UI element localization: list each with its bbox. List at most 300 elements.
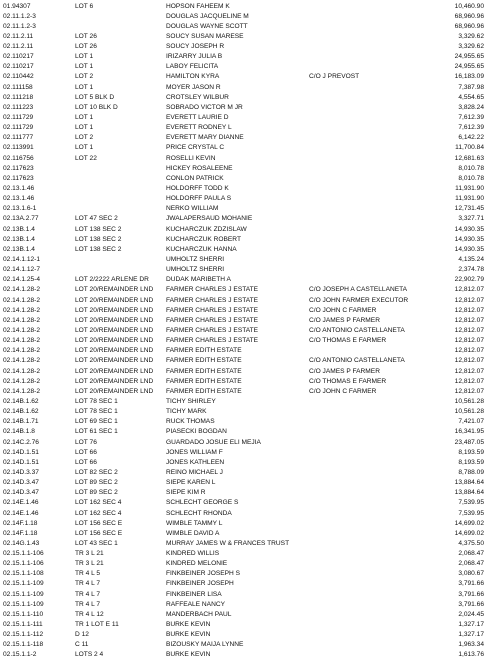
lot-description-cell: LOT 1 bbox=[75, 124, 94, 132]
table-row bbox=[0, 52, 488, 62]
amount-cell: 16,183.09 bbox=[454, 73, 484, 81]
parcel-id-cell: 02.15.1.1-110 bbox=[3, 610, 44, 618]
owner-name-cell: MURRAY JAMES W & FRANCES TRUST bbox=[166, 539, 290, 547]
lot-description-cell: LOT 2/2222 ARLENE DR bbox=[75, 276, 149, 284]
table-row bbox=[0, 194, 488, 204]
lot-description-cell: LOT 20/REMAINDER LND bbox=[75, 377, 154, 385]
parcel-id-cell: 02.15.1.1-106 bbox=[3, 550, 44, 558]
lot-description-cell: TR 3 L 21 bbox=[75, 550, 104, 558]
parcel-id-cell: 02.116756 bbox=[3, 154, 34, 162]
table-row bbox=[0, 123, 488, 133]
parcel-id-cell: 02.14D.3.47 bbox=[3, 489, 39, 497]
lot-description-cell: LOT 20/REMAINDER LND bbox=[75, 387, 154, 395]
amount-cell: 68,960.96 bbox=[454, 12, 484, 20]
owner-name-cell: BIZOUSKY MAIJA LYNNE bbox=[166, 641, 244, 649]
owner-name-cell: CROTSLEY WILBUR bbox=[166, 93, 229, 101]
owner-name-cell: WIMBLE TAMMY L bbox=[166, 519, 223, 527]
lot-description-cell: LOT 138 SEC 2 bbox=[75, 225, 122, 233]
table-row bbox=[0, 42, 488, 52]
table-row bbox=[0, 630, 488, 640]
parcel-id-cell: 02.14.1.28-2 bbox=[3, 306, 41, 314]
amount-cell: 12,812.07 bbox=[454, 326, 484, 334]
lot-description-cell: TR 4 L 7 bbox=[75, 600, 101, 608]
amount-cell: 24,955.65 bbox=[454, 53, 484, 61]
owner-name-cell: FARMER CHARLES J ESTATE bbox=[166, 296, 259, 304]
amount-cell: 10,561.28 bbox=[454, 397, 484, 405]
lot-description-cell: LOT 20/REMAINDER LND bbox=[75, 357, 154, 365]
owner-name-cell: LABOY FELICITA bbox=[166, 63, 219, 71]
owner-name-cell: JONES WILLIAM F bbox=[166, 448, 223, 456]
owner-name-cell: RAFFEALE NANCY bbox=[166, 600, 225, 608]
owner-name-cell: NERKO WILLIAM bbox=[166, 205, 219, 213]
amount-cell: 1,963.34 bbox=[458, 641, 484, 649]
amount-cell: 11,700.84 bbox=[455, 144, 484, 152]
lot-description-cell: LOT 20/REMAINDER LND bbox=[75, 286, 154, 294]
parcel-id-cell: 02.111729 bbox=[3, 124, 34, 132]
owner-name-cell: BURKE KEVIN bbox=[166, 621, 211, 629]
owner-name-cell: FARMER EDITH ESTATE bbox=[166, 347, 242, 355]
owner-name-cell: KINDRED MELONIE bbox=[166, 560, 228, 568]
lot-description-cell: LOT 22 bbox=[75, 154, 97, 162]
table-row bbox=[0, 154, 488, 164]
amount-cell: 13,884.64 bbox=[454, 489, 484, 497]
owner-name-cell: KUCHARCZUK HANNA bbox=[166, 245, 237, 253]
table-row bbox=[0, 103, 488, 113]
parcel-id-cell: 02.14.1.28-2 bbox=[3, 337, 41, 345]
lot-description-cell: LOT 82 SEC 2 bbox=[75, 468, 118, 476]
owner-name-cell: FARMER CHARLES J ESTATE bbox=[166, 337, 259, 345]
parcel-id-cell: 02.14.1.28-2 bbox=[3, 377, 41, 385]
lot-description-cell: LOT 138 SEC 2 bbox=[75, 235, 122, 243]
amount-cell: 7,612.39 bbox=[458, 124, 484, 132]
parcel-id-cell: 02.111218 bbox=[3, 93, 34, 101]
table-row bbox=[0, 326, 488, 336]
lot-description-cell: LOT 76 bbox=[75, 438, 97, 446]
table-row bbox=[0, 346, 488, 356]
table-row bbox=[0, 427, 488, 437]
table-row bbox=[0, 22, 488, 32]
table-row bbox=[0, 306, 488, 316]
table-row bbox=[0, 539, 488, 549]
amount-cell: 12,812.07 bbox=[454, 337, 484, 345]
lot-description-cell: LOT 156 SEC E bbox=[75, 529, 123, 537]
amount-cell: 3,828.24 bbox=[458, 103, 484, 111]
amount-cell: 11,931.90 bbox=[455, 195, 484, 203]
amount-cell: 7,612.39 bbox=[458, 114, 484, 122]
lot-description-cell: LOT 20/REMAINDER LND bbox=[75, 316, 154, 324]
table-row bbox=[0, 113, 488, 123]
care-of-cell: C/O J PREVOST bbox=[309, 73, 360, 81]
owner-name-cell: FINKBEINER JOSEPH S bbox=[166, 570, 241, 578]
lot-description-cell: LOT 78 SEC 1 bbox=[75, 408, 118, 416]
lot-description-cell: TR 1 LOT E 11 bbox=[75, 621, 119, 629]
parcel-id-cell: 02.15.1.1-2 bbox=[3, 651, 37, 659]
amount-cell: 7,387.98 bbox=[458, 83, 484, 91]
owner-name-cell: BURKE KEVIN bbox=[166, 631, 211, 639]
owner-name-cell: BURKE KEVIN bbox=[166, 651, 211, 659]
amount-cell: 3,329.62 bbox=[458, 43, 484, 51]
owner-name-cell: WIMBLE DAVID A bbox=[166, 529, 220, 537]
lot-description-cell: LOT 162 SEC 4 bbox=[75, 499, 122, 507]
table-row bbox=[0, 12, 488, 22]
amount-cell: 2,374.78 bbox=[458, 266, 484, 274]
owner-name-cell: SOUCY JOSEPH R bbox=[166, 43, 225, 51]
amount-cell: 3,080.67 bbox=[458, 570, 484, 578]
lot-description-cell: LOT 6 bbox=[75, 2, 94, 10]
lot-description-cell: LOT 156 SEC E bbox=[75, 519, 123, 527]
table-row bbox=[0, 498, 488, 508]
care-of-cell: C/O ANTONIO CASTELLANETA bbox=[309, 326, 405, 334]
amount-cell: 4,375.50 bbox=[458, 539, 484, 547]
owner-name-cell: SCHLECHT GEORGE S bbox=[166, 499, 239, 507]
owner-name-cell: SOBRADO VICTOR M JR bbox=[166, 103, 243, 111]
lot-description-cell: LOT 20/REMAINDER LND bbox=[75, 296, 154, 304]
table-row bbox=[0, 620, 488, 630]
table-row bbox=[0, 143, 488, 153]
parcel-id-cell: 02.15.1.1-112 bbox=[3, 631, 44, 639]
amount-cell: 23,487.05 bbox=[454, 438, 484, 446]
lot-description-cell: LOT 1 bbox=[75, 83, 94, 91]
table-row bbox=[0, 448, 488, 458]
owner-name-cell: UMHOLTZ SHERRI bbox=[166, 266, 225, 274]
table-row bbox=[0, 164, 488, 174]
owner-name-cell: FARMER EDITH ESTATE bbox=[166, 367, 242, 375]
table-row bbox=[0, 569, 488, 579]
table-row bbox=[0, 296, 488, 306]
owner-name-cell: TICHY MARK bbox=[166, 408, 207, 416]
parcel-id-cell: 02.14.1.25-4 bbox=[3, 276, 41, 284]
owner-name-cell: UMHOLTZ SHERRI bbox=[166, 256, 225, 263]
parcel-id-cell: 02.14.1.12-1 bbox=[3, 256, 41, 263]
lot-description-cell: TR 4 L 12 bbox=[75, 610, 104, 618]
owner-name-cell: DOUGLAS WAYNE SCOTT bbox=[166, 22, 248, 30]
parcel-id-cell: 02.110217 bbox=[3, 53, 34, 61]
parcel-id-cell: 02.14D.3.37 bbox=[3, 468, 39, 476]
amount-cell: 12,812.07 bbox=[454, 387, 484, 395]
parcel-id-cell: 02.11.2.11 bbox=[3, 43, 34, 51]
owner-name-cell: GUARDADO JOSUE ELI MEJIA bbox=[166, 438, 261, 446]
table-row bbox=[0, 468, 488, 478]
parcel-id-cell: 02.15.1.1-106 bbox=[3, 560, 44, 568]
lot-description-cell: LOT 26 bbox=[75, 32, 97, 40]
owner-name-cell: MOYER JASON R bbox=[166, 83, 221, 91]
lot-description-cell: LOT 61 SEC 1 bbox=[75, 428, 118, 436]
parcel-id-cell: 02.14B.1.62 bbox=[3, 408, 39, 416]
table-row bbox=[0, 650, 488, 660]
table-row bbox=[0, 559, 488, 569]
amount-cell: 12,812.07 bbox=[454, 347, 484, 355]
parcel-id-cell: 02.14D.3.47 bbox=[3, 479, 39, 487]
lot-description-cell: TR 4 L 5 bbox=[75, 570, 101, 578]
care-of-cell: C/O JAMES P FARMER bbox=[309, 316, 380, 324]
lot-description-cell: LOT 66 bbox=[75, 448, 97, 456]
owner-name-cell: KINDRED WILLIS bbox=[166, 550, 220, 558]
table-row bbox=[0, 275, 488, 285]
owner-name-cell: PIASECKI BOGDAN bbox=[166, 428, 227, 436]
parcel-id-cell: 02.15.1.1-109 bbox=[3, 580, 44, 588]
parcel-id-cell: 02.117623 bbox=[3, 164, 34, 172]
parcel-id-cell: 02.14B.1.71 bbox=[3, 418, 39, 426]
amount-cell: 7,421.07 bbox=[458, 418, 484, 426]
owner-name-cell: CONLON PATRICK bbox=[166, 174, 224, 182]
parcel-id-cell: 02.14B.1.8 bbox=[3, 428, 35, 436]
amount-cell: 1,327.17 bbox=[458, 631, 484, 639]
lot-description-cell: LOT 1 bbox=[75, 53, 94, 61]
owner-name-cell: KUCHARCZUK ZDZISLAW bbox=[166, 225, 247, 233]
lot-description-cell: TR 4 L 7 bbox=[75, 580, 101, 588]
owner-name-cell: REINO MICHAEL J bbox=[166, 468, 223, 476]
parcel-id-cell: 02.113991 bbox=[3, 144, 34, 152]
lot-description-cell: LOT 2 bbox=[75, 73, 94, 81]
amount-cell: 2,068.47 bbox=[458, 560, 484, 568]
table-row bbox=[0, 590, 488, 600]
amount-cell: 3,791.66 bbox=[458, 600, 484, 608]
table-row bbox=[0, 174, 488, 184]
parcel-id-cell: 02.15.1.1-109 bbox=[3, 600, 44, 608]
lot-description-cell: LOT 5 BLK D bbox=[75, 93, 115, 101]
owner-name-cell: HOPSON FAHEEM K bbox=[166, 2, 230, 10]
table-row bbox=[0, 610, 488, 620]
lot-description-cell: LOT 78 SEC 1 bbox=[75, 397, 118, 405]
owner-name-cell: TICHY SHIRLEY bbox=[166, 397, 216, 405]
parcel-id-cell: 02.14.1.28-2 bbox=[3, 387, 41, 395]
amount-cell: 2,068.47 bbox=[458, 550, 484, 558]
parcel-id-cell: 02.13B.1.4 bbox=[3, 225, 35, 233]
owner-name-cell: ROSELLI KEVIN bbox=[166, 154, 216, 162]
lot-description-cell: LOT 2 bbox=[75, 134, 94, 142]
parcel-id-cell: 02.14F.1.18 bbox=[3, 529, 38, 537]
lot-description-cell: LOT 10 BLK D bbox=[75, 103, 118, 111]
owner-name-cell: FARMER CHARLES J ESTATE bbox=[166, 326, 259, 334]
lot-description-cell: LOT 20/REMAINDER LND bbox=[75, 326, 154, 334]
table-row bbox=[0, 397, 488, 407]
lot-description-cell: C 11 bbox=[75, 641, 89, 649]
table-row bbox=[0, 62, 488, 72]
parcel-id-cell: 02.14G.1.43 bbox=[3, 539, 40, 547]
amount-cell: 3,327.71 bbox=[458, 215, 484, 223]
table-row bbox=[0, 478, 488, 488]
parcel-id-cell: 02.14.1.28-2 bbox=[3, 326, 41, 334]
table-row bbox=[0, 235, 488, 245]
amount-cell: 14,699.02 bbox=[454, 519, 484, 527]
amount-cell: 24,955.65 bbox=[454, 63, 484, 71]
amount-cell: 16,341.95 bbox=[454, 428, 484, 436]
amount-cell: 12,812.07 bbox=[454, 367, 484, 375]
parcel-id-cell: 02.14C.2.76 bbox=[3, 438, 39, 446]
parcel-id-cell: 02.111158 bbox=[3, 83, 33, 91]
table-row bbox=[0, 265, 488, 275]
parcel-id-cell: 02.14.1.28-2 bbox=[3, 286, 41, 294]
table-row bbox=[0, 245, 488, 255]
parcel-id-cell: 02.14D.1.51 bbox=[3, 458, 39, 466]
table-row bbox=[0, 519, 488, 529]
table-row bbox=[0, 32, 488, 42]
owner-name-cell: EVERETT MARY DIANNE bbox=[166, 134, 244, 142]
amount-cell: 14,930.35 bbox=[454, 235, 484, 243]
owner-name-cell: HOLDORFF TODD K bbox=[166, 185, 229, 193]
owner-name-cell: FARMER CHARLES J ESTATE bbox=[166, 316, 259, 324]
lot-description-cell: LOTS 2 4 bbox=[75, 651, 104, 659]
owner-name-cell: FARMER CHARLES J ESTATE bbox=[166, 286, 259, 294]
parcel-id-cell: 02.110442 bbox=[3, 73, 34, 81]
amount-cell: 1,613.76 bbox=[458, 651, 484, 659]
table-row bbox=[0, 2, 488, 12]
lot-description-cell: LOT 66 bbox=[75, 458, 97, 466]
parcel-id-cell: 02.14E.1.46 bbox=[3, 509, 39, 517]
parcel-id-cell: 02.11.2.11 bbox=[3, 32, 34, 40]
table-row bbox=[0, 438, 488, 448]
amount-cell: 8,193.59 bbox=[458, 458, 484, 466]
table-row bbox=[0, 83, 488, 93]
lot-description-cell: LOT 138 SEC 2 bbox=[75, 245, 122, 253]
amount-cell: 2,024.45 bbox=[458, 610, 484, 618]
parcel-id-cell: 02.15.1.1-111 bbox=[3, 621, 43, 629]
lot-description-cell: LOT 26 bbox=[75, 43, 97, 51]
lot-description-cell: LOT 89 SEC 2 bbox=[75, 479, 118, 487]
parcel-id-cell: 02.111223 bbox=[3, 103, 34, 111]
table-row bbox=[0, 72, 488, 82]
parcel-id-cell: 02.111777 bbox=[3, 134, 34, 142]
table-row bbox=[0, 387, 488, 397]
amount-cell: 10,460.90 bbox=[454, 2, 484, 10]
parcel-id-cell: 02.14D.1.51 bbox=[3, 448, 39, 456]
care-of-cell: C/O THOMAS E FARMER bbox=[309, 337, 387, 345]
amount-cell: 14,930.35 bbox=[454, 245, 484, 253]
parcel-id-cell: 02.13.1.46 bbox=[3, 185, 35, 193]
parcel-id-cell: 02.11.1.2-3 bbox=[3, 12, 36, 20]
table-row bbox=[0, 600, 488, 610]
table-row bbox=[0, 417, 488, 427]
amount-cell: 12,681.63 bbox=[454, 154, 484, 162]
table-row bbox=[0, 529, 488, 539]
table-row bbox=[0, 549, 488, 559]
amount-cell: 12,812.07 bbox=[454, 377, 484, 385]
table-row bbox=[0, 336, 488, 346]
amount-cell: 12,812.07 bbox=[454, 316, 484, 324]
table-row bbox=[0, 204, 488, 214]
parcel-id-cell: 02.13A.2.77 bbox=[3, 215, 39, 223]
care-of-cell: C/O JAMES P FARMER bbox=[309, 367, 380, 375]
amount-cell: 22,902.79 bbox=[454, 276, 484, 284]
table-row bbox=[0, 214, 488, 224]
table-row bbox=[0, 640, 488, 650]
table-row bbox=[0, 285, 488, 295]
parcel-id-cell: 02.14.1.28-2 bbox=[3, 296, 41, 304]
parcel-id-cell: 02.11.1.2-3 bbox=[3, 22, 36, 30]
lot-description-cell: LOT 20/REMAINDER LND bbox=[75, 306, 154, 314]
lot-description-cell: LOT 1 bbox=[75, 63, 94, 71]
amount-cell: 1,327.17 bbox=[458, 621, 484, 629]
lot-description-cell: TR 4 L 7 bbox=[75, 590, 101, 598]
owner-name-cell: KUCHARCZUK ROBERT bbox=[166, 235, 241, 243]
table-row bbox=[0, 356, 488, 366]
parcel-id-cell: 01.94307 bbox=[3, 2, 31, 10]
owner-name-cell: FARMER EDITH ESTATE bbox=[166, 387, 242, 395]
amount-cell: 12,812.07 bbox=[454, 286, 484, 294]
owner-name-cell: MANDERBACH PAUL bbox=[166, 610, 232, 618]
owner-name-cell: HICKEY ROSALEENE bbox=[166, 164, 233, 172]
table-row bbox=[0, 458, 488, 468]
table-row bbox=[0, 377, 488, 387]
parcel-id-cell: 02.15.1.1-109 bbox=[3, 590, 44, 598]
parcel-id-cell: 02.14.1.28-2 bbox=[3, 316, 41, 324]
amount-cell: 8,010.78 bbox=[458, 174, 484, 182]
owner-name-cell: DOUGLAS JACQUELINE M bbox=[166, 12, 249, 20]
owner-name-cell: JONES KATHLEEN bbox=[166, 458, 225, 466]
amount-cell: 8,193.59 bbox=[458, 448, 484, 456]
lot-description-cell: LOT 69 SEC 1 bbox=[75, 418, 118, 426]
care-of-cell: C/O ANTONIO CASTELLANETA bbox=[309, 357, 405, 365]
lot-description-cell: LOT 1 bbox=[75, 144, 94, 152]
owner-name-cell: HAMILTON KYRA bbox=[166, 73, 220, 81]
owner-name-cell: RUCK THOMAS bbox=[166, 418, 215, 426]
amount-cell: 14,699.02 bbox=[454, 529, 484, 537]
owner-name-cell: PRICE CRYSTAL C bbox=[166, 144, 225, 152]
owner-name-cell: SOUCY SUSAN MARESE bbox=[166, 32, 244, 40]
owner-name-cell: DUDAK MARIBETH A bbox=[166, 276, 231, 284]
owner-name-cell: SCHLECHT RHONDA bbox=[166, 509, 232, 517]
amount-cell: 8,010.78 bbox=[458, 164, 484, 172]
lot-description-cell: LOT 20/REMAINDER LND bbox=[75, 367, 154, 375]
parcel-id-cell: 02.14.1.28-2 bbox=[3, 347, 41, 355]
care-of-cell: C/O THOMAS E FARMER bbox=[309, 377, 387, 385]
table-row bbox=[0, 316, 488, 326]
owner-name-cell: FARMER EDITH ESTATE bbox=[166, 377, 242, 385]
table-row bbox=[0, 509, 488, 519]
amount-cell: 4,554.65 bbox=[458, 93, 484, 101]
amount-cell: 6,142.22 bbox=[458, 134, 484, 142]
amount-cell: 13,884.64 bbox=[454, 479, 484, 487]
parcel-id-cell: 02.13B.1.4 bbox=[3, 235, 35, 243]
lot-description-cell: LOT 1 bbox=[75, 114, 94, 122]
table-row bbox=[0, 407, 488, 417]
amount-cell: 3,329.62 bbox=[458, 32, 484, 40]
amount-cell: 3,791.66 bbox=[458, 580, 484, 588]
table-row bbox=[0, 225, 488, 235]
parcel-id-cell: 02.15.1.1-118 bbox=[3, 641, 44, 649]
amount-cell: 11,931.90 bbox=[455, 185, 484, 193]
owner-name-cell: FINKBEINER LISA bbox=[166, 590, 222, 598]
parcel-id-cell: 02.13.1.6-1 bbox=[3, 205, 37, 213]
owner-name-cell: FARMER EDITH ESTATE bbox=[166, 357, 242, 365]
parcel-id-cell: 02.14.1.28-2 bbox=[3, 357, 41, 365]
table-row bbox=[0, 133, 488, 143]
owner-name-cell: FARMER CHARLES J ESTATE bbox=[166, 306, 259, 314]
parcel-id-cell: 02.110217 bbox=[3, 63, 34, 71]
parcel-id-cell: 02.14E.1.46 bbox=[3, 499, 39, 507]
owner-name-cell: HOLDORFF PAULA S bbox=[166, 195, 232, 203]
amount-cell: 10,561.28 bbox=[454, 408, 484, 416]
parcel-id-cell: 02.14F.1.18 bbox=[3, 519, 38, 527]
amount-cell: 12,812.07 bbox=[454, 296, 484, 304]
parcel-id-cell: 02.13B.1.4 bbox=[3, 245, 35, 253]
care-of-cell: C/O JOHN C FARMER bbox=[309, 306, 377, 314]
table-row bbox=[0, 488, 488, 498]
owner-name-cell: SIEPE KIM R bbox=[166, 489, 206, 497]
amount-cell: 12,812.07 bbox=[454, 306, 484, 314]
parcel-id-cell: 02.13.1.46 bbox=[3, 195, 35, 203]
lot-description-cell: LOT 162 SEC 4 bbox=[75, 509, 122, 517]
owner-name-cell: SIEPE KAREN L bbox=[166, 479, 216, 487]
table-row bbox=[0, 184, 488, 194]
amount-cell: 68,960.96 bbox=[454, 22, 484, 30]
table-row bbox=[0, 255, 488, 265]
parcel-id-cell: 02.14.1.12-7 bbox=[3, 266, 41, 274]
amount-cell: 12,812.07 bbox=[454, 357, 484, 365]
amount-cell: 8,788.09 bbox=[458, 468, 484, 476]
parcel-id-cell: 02.15.1.1-108 bbox=[3, 570, 44, 578]
owner-name-cell: FINKBEINER JOSEPH bbox=[166, 580, 234, 588]
